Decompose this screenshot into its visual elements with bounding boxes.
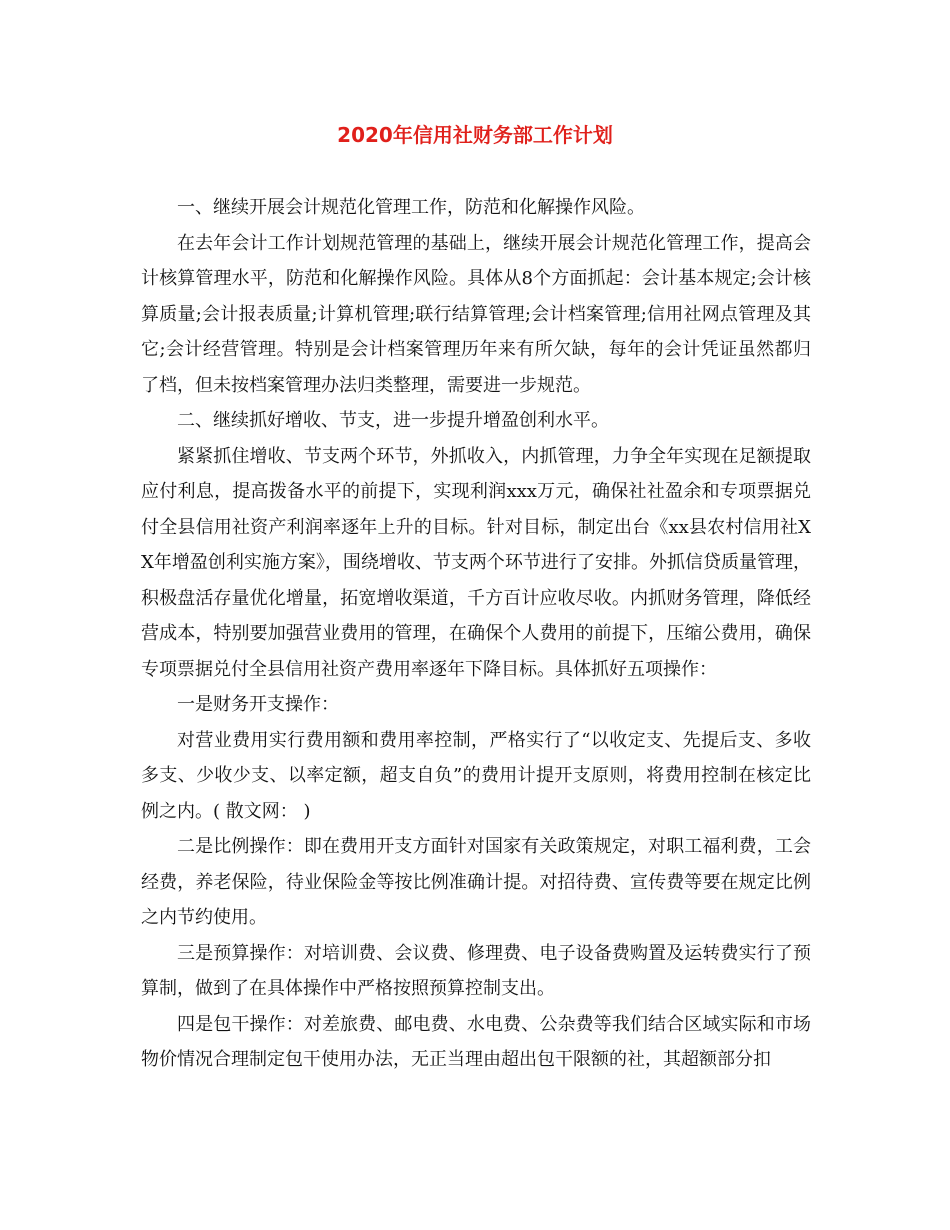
paragraph-item-1-heading: 一是财务开支操作：: [177, 694, 339, 715]
document-title: 2020年信用社财务部工作计划: [337, 123, 613, 147]
paragraph-item-2: 二是比例操作：即在费用开支方面针对国家有关政策规定，对职工福利费，工会经费，养老保险，待业保险金等按比例准确计提。对招待费、宣传费等要在规定比例之内节约使用。: [141, 836, 811, 928]
document-body: [141, 190, 811, 1078]
paragraph-section-1-body: 在去年会计工作计划规范管理的基础上，继续开展会计规范化管理工作，提高会计核算管理水平，防范和化解操作风险。具体从8个方面抓起：会计基本规定;会计核算质量;会计报表质量;计算机管理;联行结算管理;会计档案管理;信用社网点管理及其它;会计经营管理。特别是会计档案管理历年来有所欠缺，每年的会计凭证虽然都归了档，但未按档案管理办法归类整理，需要进一步规范。: [141, 232, 811, 396]
paragraph-section-1-heading: 一、继续开展会计规范化管理工作，防范和化解操作风险。: [177, 197, 645, 218]
paragraph-item-3: 三是预算操作：对培训费、会议费、修理费、电子设备费购置及运转费实行了预算制，做到了在具体操作中严格按照预算控制支出。: [141, 942, 811, 999]
paragraph-section-2-heading: 二、继续抓好增收、节支，进一步提升增盈创利水平。: [177, 410, 609, 431]
paragraph-section-2-body: 紧紧抓住增收、节支两个环节，外抓收入，内抓管理，力争全年实现在足额提取应付利息，提高拨备水平的前提下，实现利润xxx万元，确保社社盈余和专项票据兑付全县信用社资产利润率逐年上升的目标。针对目标，制定出台《xx县农村信用社XX年增盈创利实施方案》，围绕增收、节支两个环节进行了安排。外抓信贷质量管理，积极盘活存量优化增量，拓宽增收渠道，千方百计应收尽收。内抓财务管理，降低经营成本，特别要加强营业费用的管理，在确保个人费用的前提下，压缩公费用，确保专项票据兑付全县信用社资产费用率逐年下降目标。具体抓好五项操作：: [141, 445, 811, 680]
paragraph-item-1-body: 对营业费用实行费用额和费用率控制，严格实行了“以收定支、先提后支、多收多支、少收少支、以率定额，超支自负”的费用计提开支原则，将费用控制在核定比例之内。( 散文网： ): [141, 729, 811, 822]
paragraph-item-4: 四是包干操作：对差旅费、邮电费、水电费、公杂费等我们结合区域实际和市场物价情况合理制定包干使用办法，无正当理由超出包干限额的社，其超额部分扣: [141, 1013, 811, 1070]
